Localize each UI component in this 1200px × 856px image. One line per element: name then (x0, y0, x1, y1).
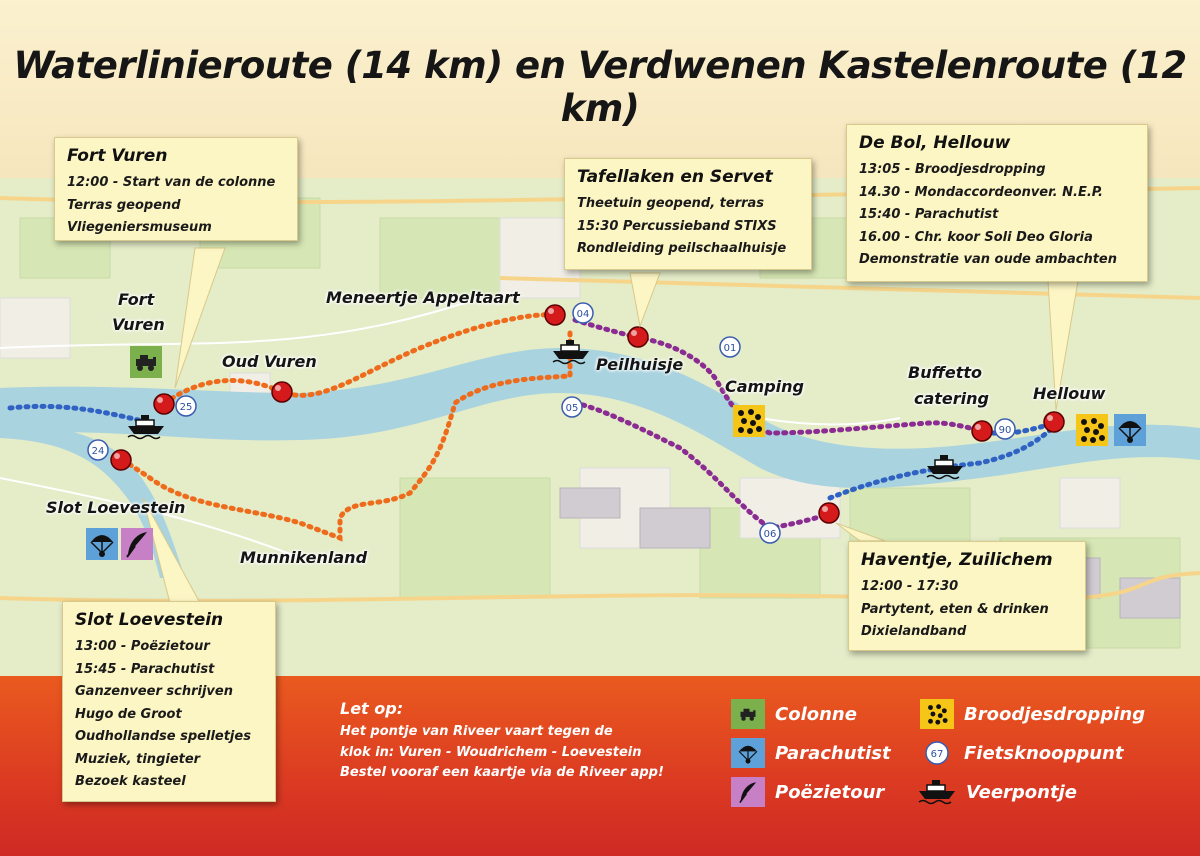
feather-icon (121, 528, 153, 560)
label-hellouw: Hellouw (1033, 384, 1106, 403)
infobox-line: 13:00 - Poëzietour (75, 639, 210, 654)
knooppunt-01: 01 (723, 343, 737, 354)
infobox-fort-vuren (54, 137, 298, 241)
infobox-heading: Haventje, Zuilichem (861, 550, 1053, 570)
svg-text:67: 67 (930, 749, 944, 760)
parachute-icon (86, 528, 118, 560)
infobox-line: 15:40 - Parachutist (859, 207, 999, 222)
legend-colonne (731, 699, 857, 729)
marker-slot-loevestein[interactable] (111, 450, 131, 470)
legend-fietsknooppunt (920, 738, 1124, 768)
label-catering: catering (914, 389, 989, 408)
knooppunt-25: 25 (179, 402, 193, 413)
legend-label: Veerpontje (966, 781, 1077, 803)
label-oud-vuren: Oud Vuren (222, 352, 317, 371)
infobox-slot-loevestein (62, 601, 276, 802)
parachute-icon (1114, 414, 1146, 446)
infobox-line: 12:00 - Start van de colonne (67, 175, 276, 190)
marker-hellouw[interactable] (1044, 412, 1064, 432)
legend-parachutist (731, 738, 891, 768)
infobox-line: 12:00 - 17:30 (861, 579, 959, 594)
marker-haventje[interactable] (819, 503, 839, 523)
legend-poezietour (731, 777, 884, 807)
knooppunt-90: 90 (998, 425, 1012, 436)
infobox-line: Demonstratie van oude ambachten (859, 252, 1117, 267)
infobox-heading: Slot Loevestein (75, 610, 224, 630)
infobox-line: Muziek, tingieter (75, 751, 201, 767)
infobox-line: Terras geopend (67, 197, 181, 213)
knooppunt-24: 24 (91, 446, 105, 457)
label-fort: Fort (118, 290, 155, 309)
infobox-line: Vliegeniersmuseum (67, 220, 212, 235)
infobox-line: 16.00 - Chr. koor Soli Deo Gloria (859, 229, 1093, 245)
legend-broodjes (920, 699, 1145, 729)
note-line: klok in: Vuren - Woudrichem - Loevestein (340, 744, 642, 760)
marker-peilhuisje[interactable] (628, 327, 648, 347)
marker-meneertje-appeltaart[interactable] (545, 305, 565, 325)
infobox-line: 13:05 - Broodjesdropping (859, 162, 1046, 177)
page-title: Waterlinieroute (14 km) en Verdwenen Kastelenroute (12 km) (13, 44, 1187, 130)
knooppunt-06: 06 (763, 529, 777, 540)
legend-veerpontje (918, 777, 1077, 807)
legend-label: Poëzietour (775, 781, 885, 803)
label-meneertje-appeltaart: Meneertje Appeltaart (326, 288, 520, 307)
infobox-line: Partytent, eten & drinken (861, 601, 1049, 617)
infobox-line: 15:45 - Parachutist (75, 661, 215, 677)
note-line: Het pontje van Riveer vaart tegen de (340, 724, 613, 739)
label-peilhuisje: Peilhuisje (596, 355, 684, 374)
note-title: Let op: (340, 699, 404, 718)
marker-buffetto[interactable] (972, 421, 992, 441)
infobox-line: 14.30 - Mondaccordeonver. N.E.P. (859, 184, 1103, 200)
infobox-haventje (848, 541, 1086, 651)
broodjes-icon (1076, 414, 1108, 446)
broodjes-icon (733, 405, 765, 437)
marker-oud-vuren[interactable] (272, 382, 292, 402)
ferry-icon (918, 777, 956, 807)
infobox-line: Dixielandband (861, 624, 967, 639)
ferry-note (340, 699, 700, 784)
infobox-heading: De Bol, Hellouw (859, 133, 1011, 153)
knooppunt-04: 04 (576, 309, 590, 320)
broodjes-icon (920, 699, 954, 729)
legend-label: Parachutist (775, 742, 891, 764)
note-line: Bestel vooraf een kaartje via de Riveer app! (340, 765, 664, 780)
label-munnikenland: Munnikenland (240, 548, 368, 567)
label-camping: Camping (725, 377, 804, 396)
legend-label: Colonne (775, 703, 857, 725)
feather-icon (731, 777, 765, 807)
infobox-heading: Fort Vuren (67, 146, 168, 166)
colonne-icon (731, 699, 765, 729)
infobox-line: Hugo de Groot (75, 706, 182, 722)
infobox-line: Bezoek kasteel (75, 774, 186, 789)
label-vuren: Vuren (112, 315, 165, 334)
infobox-tafellaken (564, 158, 812, 270)
infobox-line: Ganzenveer schrijven (75, 684, 233, 699)
infobox-heading: Tafellaken en Servet (577, 167, 773, 187)
infobox-de-bol (846, 124, 1148, 282)
infobox-line: 15:30 Percussieband STIXS (577, 218, 777, 234)
label-slot-loevestein: Slot Loevestein (46, 498, 186, 517)
infobox-line: Rondleiding peilschaalhuisje (577, 241, 787, 256)
legend-label: Fietsknooppunt (964, 742, 1124, 764)
knooppunt-icon (920, 738, 954, 768)
knooppunt-05: 05 (565, 403, 579, 414)
legend-label: Broodjesdropping (964, 703, 1146, 725)
marker-fort-vuren[interactable] (154, 394, 174, 414)
parachute-icon (731, 738, 765, 768)
label-buffetto: Buffetto (908, 363, 983, 382)
infobox-line: Theetuin geopend, terras (577, 196, 765, 211)
infobox-line: Oudhollandse spelletjes (75, 729, 251, 744)
colonne-icon (130, 346, 162, 378)
